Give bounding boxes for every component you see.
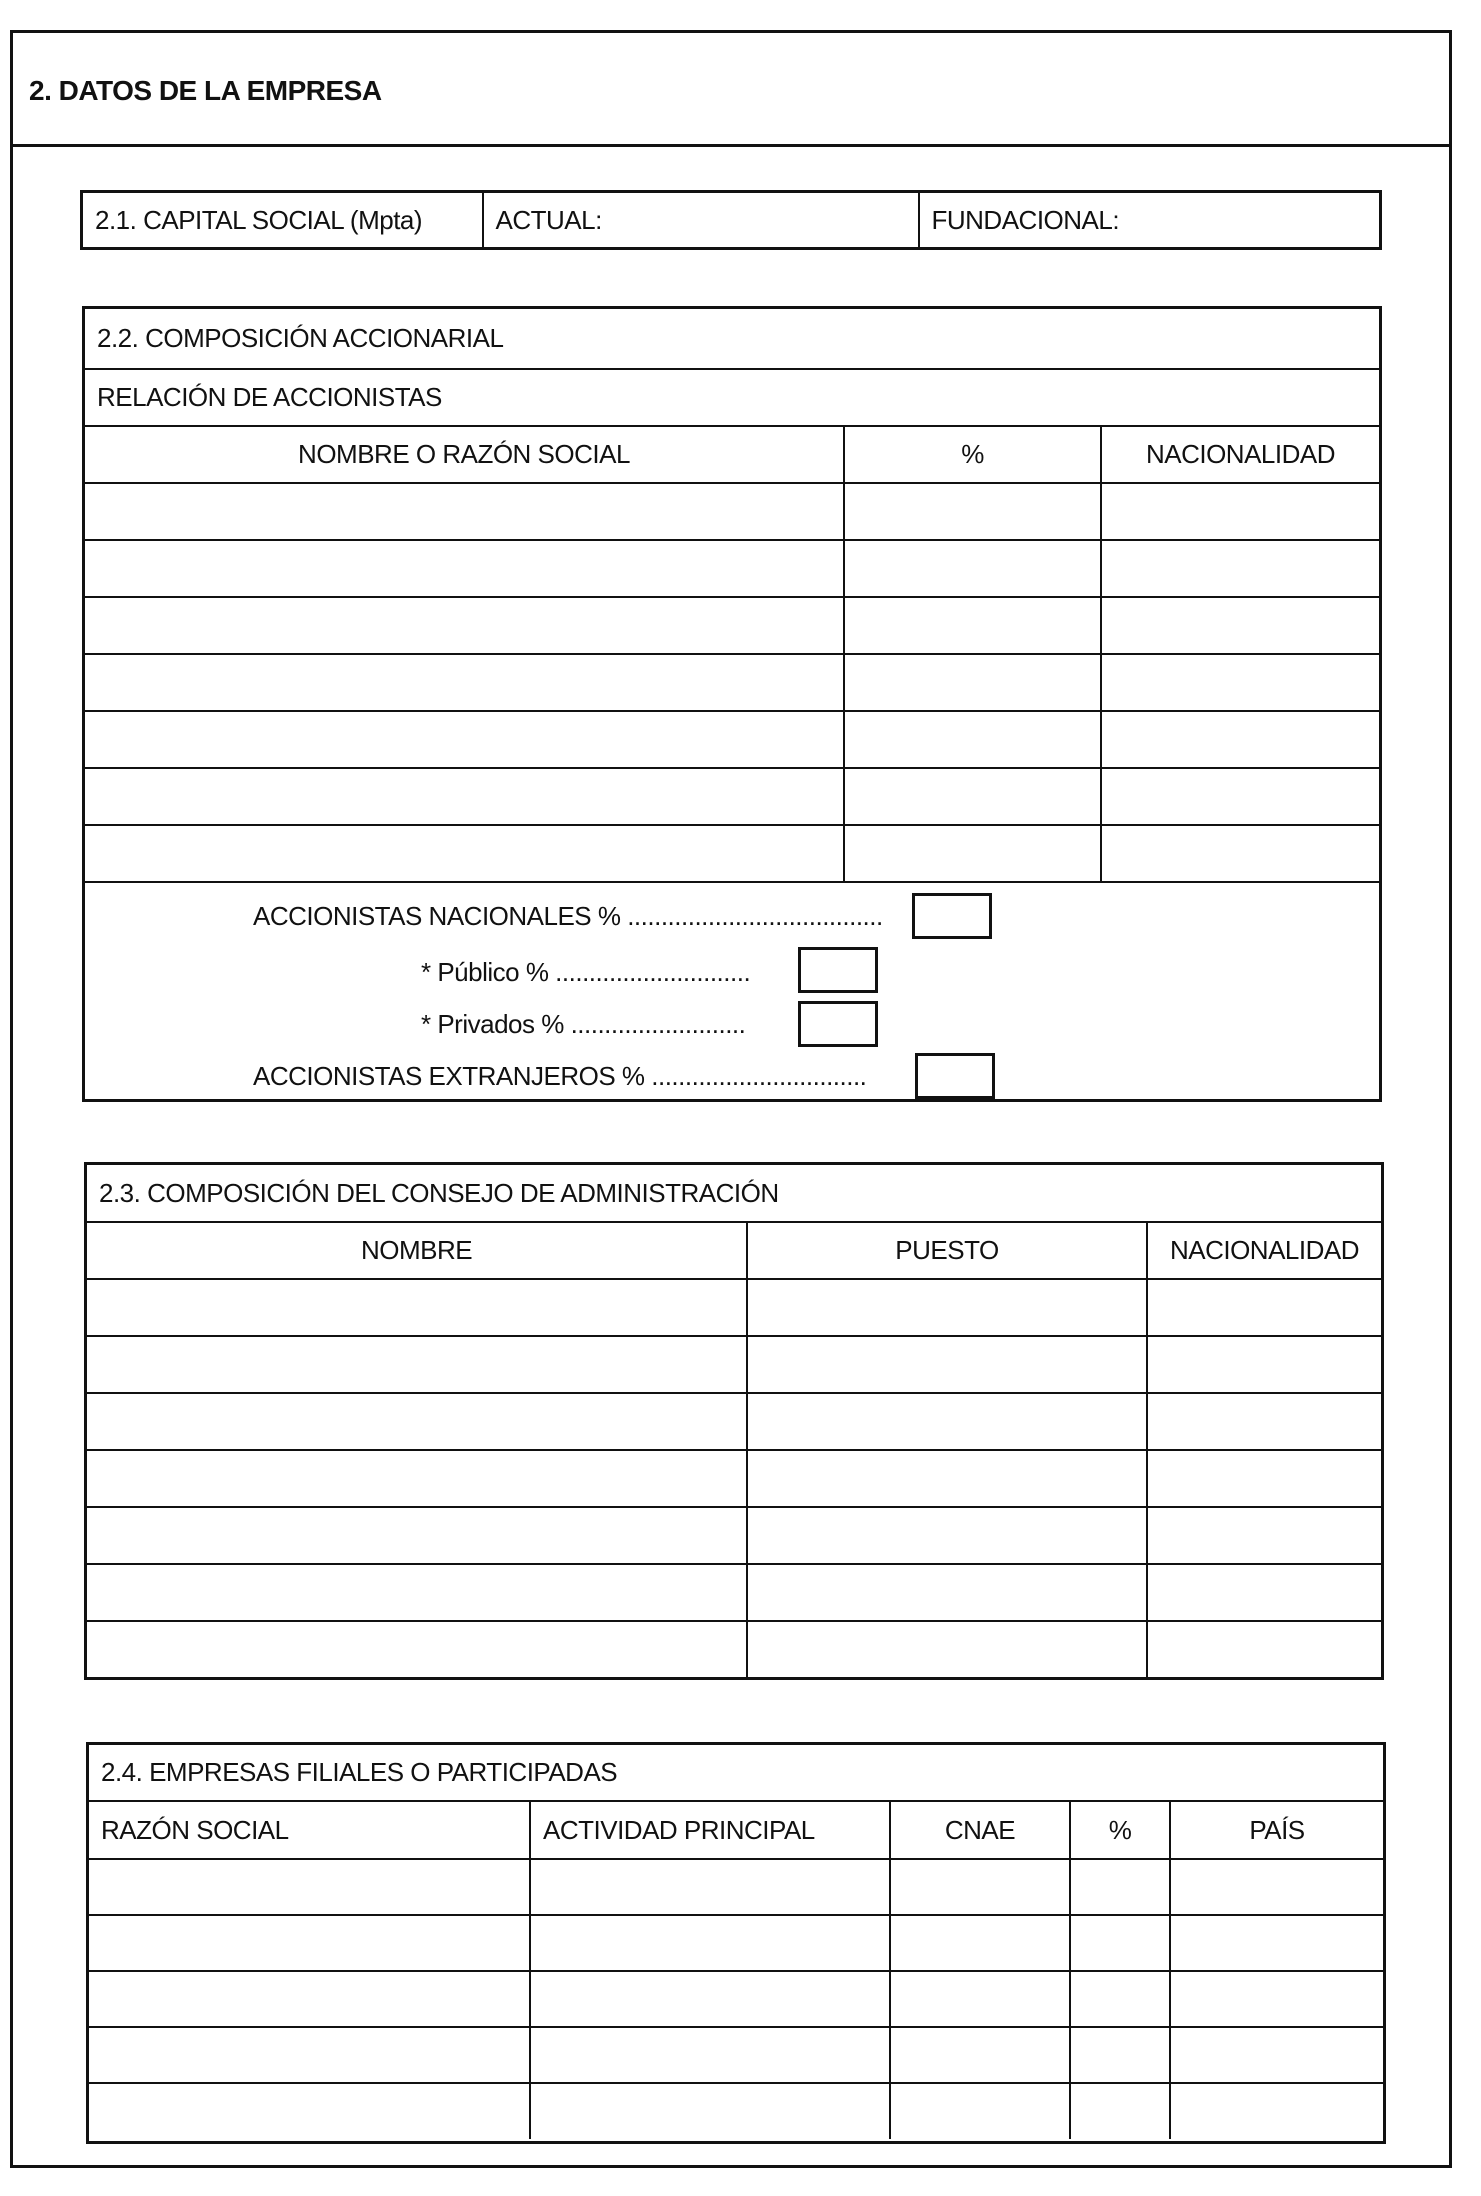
filial-cell[interactable]	[1170, 1971, 1383, 2027]
filial-cell[interactable]	[530, 2083, 890, 2139]
accionistas-nacionales-field[interactable]	[912, 893, 992, 939]
consejero-cell[interactable]	[747, 1450, 1147, 1507]
consejero-cell[interactable]	[87, 1564, 747, 1621]
consejero-cell[interactable]	[747, 1336, 1147, 1393]
filial-cell[interactable]	[89, 2083, 530, 2139]
accionista-cell[interactable]	[85, 483, 844, 540]
consejero-cell[interactable]	[87, 1507, 747, 1564]
accionista-cell[interactable]	[844, 711, 1101, 768]
publico-label: * Público % .............................	[421, 957, 751, 987]
accionista-row	[85, 654, 1379, 711]
consejero-cell[interactable]	[747, 1279, 1147, 1336]
consejero-cell[interactable]	[87, 1450, 747, 1507]
filial-cell[interactable]	[89, 1859, 530, 1915]
consejero-cell[interactable]	[1147, 1393, 1381, 1450]
consejero-cell[interactable]	[1147, 1450, 1381, 1507]
accionista-cell[interactable]	[85, 768, 844, 825]
filial-cell[interactable]	[530, 1971, 890, 2027]
filial-cell[interactable]	[89, 1971, 530, 2027]
consejo-rows	[87, 1279, 1381, 1678]
accionista-cell[interactable]	[1101, 768, 1379, 825]
accionistas-table	[85, 309, 1379, 883]
filial-cell[interactable]	[530, 1915, 890, 1971]
consejero-row	[87, 1450, 1381, 1507]
capital-actual-field[interactable]: ACTUAL:	[483, 192, 919, 249]
filiales-rows	[89, 1859, 1383, 2139]
consejero-cell[interactable]	[87, 1336, 747, 1393]
capital-fundacional-field[interactable]: FUNDACIONAL:	[919, 192, 1381, 249]
accionarial-box	[82, 306, 1382, 1102]
col-porcentaje: %	[844, 426, 1101, 483]
filial-cell[interactable]	[1070, 1915, 1170, 1971]
consejero-row	[87, 1507, 1381, 1564]
filial-cell[interactable]	[89, 1915, 530, 1971]
consejero-row	[87, 1564, 1381, 1621]
filial-cell[interactable]	[1170, 2083, 1383, 2139]
consejero-row	[87, 1279, 1381, 1336]
accionista-cell[interactable]	[1101, 540, 1379, 597]
accionista-cell[interactable]	[844, 540, 1101, 597]
privados-field[interactable]	[798, 1001, 878, 1047]
col-actividad-principal: ACTIVIDAD PRINCIPAL	[530, 1801, 890, 1859]
accionista-cell[interactable]	[1101, 711, 1379, 768]
consejero-cell[interactable]	[87, 1279, 747, 1336]
consejero-cell[interactable]	[747, 1393, 1147, 1450]
consejero-cell[interactable]	[87, 1621, 747, 1678]
filial-cell[interactable]	[890, 1859, 1070, 1915]
consejero-cell[interactable]	[1147, 1621, 1381, 1678]
accionista-cell[interactable]	[844, 483, 1101, 540]
consejero-cell[interactable]	[87, 1393, 747, 1450]
consejo-title: 2.3. COMPOSICIÓN DEL CONSEJO DE ADMINISTRACIÓN	[87, 1165, 1381, 1222]
filial-cell[interactable]	[1170, 1859, 1383, 1915]
consejero-cell[interactable]	[747, 1621, 1147, 1678]
consejero-row	[87, 1336, 1381, 1393]
accionistas-subtitle: RELACIÓN DE ACCIONISTAS	[85, 369, 1379, 426]
accionarial-title: 2.2. COMPOSICIÓN ACCIONARIAL	[85, 309, 1379, 369]
filial-cell[interactable]	[530, 2027, 890, 2083]
filial-cell[interactable]	[89, 2027, 530, 2083]
accionistas-extranjeros-field[interactable]	[915, 1053, 995, 1099]
accionista-cell[interactable]	[844, 768, 1101, 825]
accionista-row	[85, 483, 1379, 540]
accionista-cell[interactable]	[85, 825, 844, 882]
filial-row	[89, 2027, 1383, 2083]
col-nacionalidad-consejo: NACIONALIDAD	[1147, 1222, 1381, 1279]
filial-row	[89, 1971, 1383, 2027]
accionista-cell[interactable]	[1101, 597, 1379, 654]
accionista-cell[interactable]	[844, 597, 1101, 654]
consejero-cell[interactable]	[1147, 1336, 1381, 1393]
filial-cell[interactable]	[890, 1971, 1070, 2027]
col-porcentaje-filial: %	[1070, 1801, 1170, 1859]
filial-cell[interactable]	[890, 2083, 1070, 2139]
filial-cell[interactable]	[1070, 2027, 1170, 2083]
filial-cell[interactable]	[1170, 1915, 1383, 1971]
filial-cell[interactable]	[1170, 2027, 1383, 2083]
consejero-cell[interactable]	[1147, 1279, 1381, 1336]
accionista-row	[85, 768, 1379, 825]
porcentajes-area	[85, 883, 1379, 1101]
col-pais: PAÍS	[1170, 1801, 1383, 1859]
accionista-cell[interactable]	[1101, 825, 1379, 882]
section-header	[13, 33, 1449, 147]
col-nombre: NOMBRE	[87, 1222, 747, 1279]
filial-cell[interactable]	[1070, 1971, 1170, 2027]
accionistas-rows	[85, 483, 1379, 882]
section-title: 2. DATOS DE LA EMPRESA	[29, 75, 382, 106]
consejero-cell[interactable]	[1147, 1564, 1381, 1621]
capital-box	[80, 190, 1382, 250]
consejero-row	[87, 1621, 1381, 1678]
filiales-box	[86, 1742, 1386, 2144]
consejo-table	[87, 1165, 1381, 1678]
privados-label: * Privados % ..........................	[421, 1009, 746, 1039]
filial-row	[89, 2083, 1383, 2139]
filial-cell[interactable]	[1070, 1859, 1170, 1915]
accionista-row	[85, 597, 1379, 654]
accionista-cell[interactable]	[844, 825, 1101, 882]
accionista-cell[interactable]	[844, 654, 1101, 711]
accionista-cell[interactable]	[85, 540, 844, 597]
filiales-table	[89, 1745, 1383, 2139]
filiales-title: 2.4. EMPRESAS FILIALES O PARTICIPADAS	[89, 1745, 1383, 1801]
accionista-cell[interactable]	[1101, 654, 1379, 711]
consejero-cell[interactable]	[1147, 1507, 1381, 1564]
consejero-row	[87, 1393, 1381, 1450]
col-cnae: CNAE	[890, 1801, 1070, 1859]
col-razon-social: RAZÓN SOCIAL	[89, 1801, 530, 1859]
accionistas-nacionales-label: ACCIONISTAS NACIONALES % ......................................	[253, 901, 883, 931]
accionista-cell[interactable]	[85, 711, 844, 768]
accionista-row	[85, 711, 1379, 768]
consejero-cell[interactable]	[747, 1564, 1147, 1621]
consejero-cell[interactable]	[747, 1507, 1147, 1564]
col-puesto: PUESTO	[747, 1222, 1147, 1279]
accionista-row	[85, 540, 1379, 597]
capital-label: 2.1. CAPITAL SOCIAL (Mpta)	[82, 192, 483, 249]
filial-row	[89, 1915, 1383, 1971]
filial-row	[89, 1859, 1383, 1915]
accionista-cell[interactable]	[85, 597, 844, 654]
accionista-cell[interactable]	[85, 654, 844, 711]
accionista-cell[interactable]	[1101, 483, 1379, 540]
accionista-row	[85, 825, 1379, 882]
filial-cell[interactable]	[890, 1915, 1070, 1971]
col-nombre-razon: NOMBRE O RAZÓN SOCIAL	[85, 426, 844, 483]
filial-cell[interactable]	[890, 2027, 1070, 2083]
publico-field[interactable]	[798, 947, 878, 993]
filial-cell[interactable]	[1070, 2083, 1170, 2139]
col-nacionalidad: NACIONALIDAD	[1101, 426, 1379, 483]
filial-cell[interactable]	[530, 1859, 890, 1915]
accionistas-extranjeros-label: ACCIONISTAS EXTRANJEROS % ................................	[253, 1061, 867, 1091]
consejo-box	[84, 1162, 1384, 1680]
